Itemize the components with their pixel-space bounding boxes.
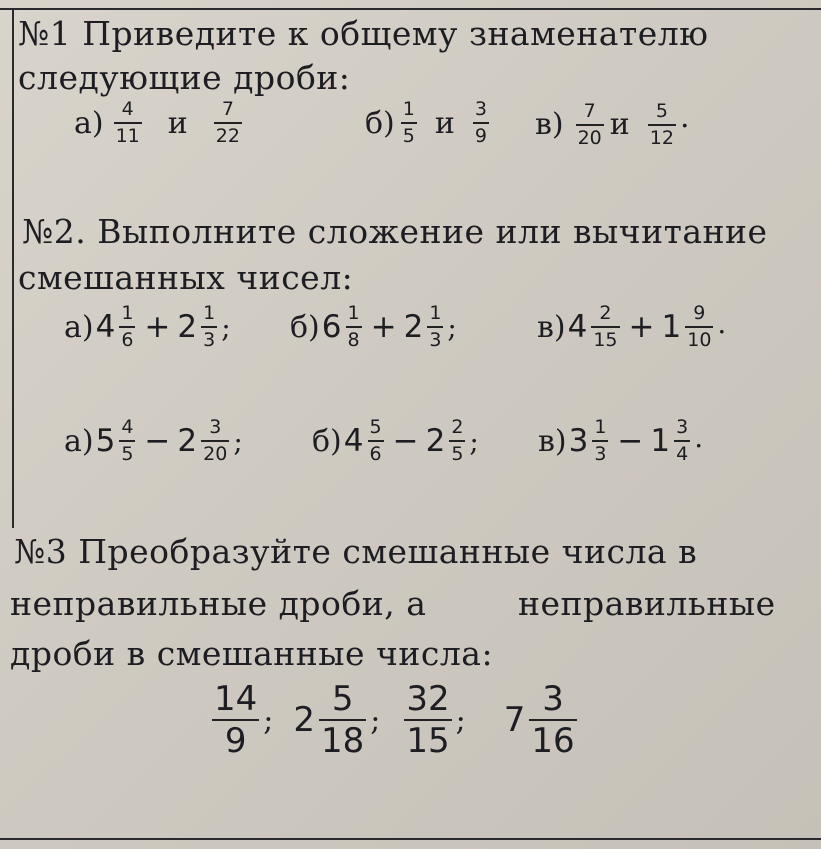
numerator: 3 (542, 679, 564, 719)
denominator: 16 (531, 721, 575, 761)
whole-part: 2 (425, 423, 446, 459)
task1-title-line2: следующие дроби: (18, 58, 351, 97)
item-label: б) (365, 105, 395, 141)
fraction (319, 679, 366, 761)
item-label: а) (64, 423, 94, 459)
end-punct: . (694, 421, 704, 454)
operator: − (144, 423, 171, 459)
numerator: 5 (655, 99, 668, 122)
fraction (449, 418, 465, 464)
task2-sub-c (538, 418, 711, 464)
task1-item-c (535, 100, 690, 149)
denominator: 10 (687, 329, 712, 351)
end-punct: . (717, 307, 727, 340)
numerator: 4 (121, 416, 134, 438)
task1-item-b (365, 100, 493, 146)
operator: + (628, 309, 655, 345)
numerator: 5 (331, 679, 354, 719)
item-label: б) (312, 423, 342, 459)
conjunction: и (167, 105, 188, 141)
task1-item-a (74, 100, 246, 146)
task2-title-line2: смешанных чисел: (18, 258, 354, 297)
task3-title-line1: №3 Преобразуйте смешанные числа в (14, 532, 698, 571)
conjunction: и (434, 105, 455, 141)
numerator: 1 (594, 416, 607, 438)
fraction (201, 418, 229, 464)
denominator: 4 (676, 443, 689, 465)
denominator: 3 (429, 329, 442, 351)
numerator: 4 (121, 98, 134, 120)
item-label: в) (538, 423, 567, 459)
fraction (576, 99, 604, 149)
fraction (119, 304, 135, 350)
whole-part: 1 (661, 309, 682, 345)
whole-part: 2 (403, 309, 424, 345)
fraction (201, 304, 217, 350)
operator: − (617, 423, 644, 459)
end-punct: . (679, 100, 690, 135)
denominator: 18 (321, 721, 365, 761)
denominator: 3 (203, 329, 216, 351)
whole-part: 2 (293, 700, 316, 740)
numerator: 1 (347, 302, 360, 324)
operator: + (370, 309, 397, 345)
frame-left-border (12, 8, 14, 528)
whole-part: 6 (321, 309, 342, 345)
separator: ; (233, 424, 243, 458)
numerator: 3 (474, 98, 487, 120)
task1-title-line1: №1 Приведите к общему знаменателю (18, 14, 709, 53)
whole-part: 2 (177, 309, 198, 345)
denominator: 12 (649, 126, 674, 149)
fraction (119, 418, 135, 464)
denominator: 6 (121, 329, 134, 351)
denominator: 3 (594, 443, 607, 465)
numerator: 1 (402, 98, 415, 120)
operator: + (144, 309, 171, 345)
whole-part: 4 (95, 309, 116, 345)
whole-part: 5 (95, 423, 116, 459)
numerator: 1 (203, 302, 216, 324)
fraction (368, 418, 384, 464)
task3-title-line2b: неправильные (518, 584, 776, 623)
fraction (591, 304, 619, 350)
denominator: 20 (203, 443, 228, 465)
operator: − (392, 423, 419, 459)
denominator: 15 (406, 721, 450, 761)
task3-items (208, 679, 581, 761)
whole-part: 3 (568, 423, 589, 459)
denominator: 6 (369, 443, 382, 465)
item-label: в) (535, 107, 564, 142)
task3-title-line2a: неправильные дроби, а (10, 584, 427, 623)
denominator: 22 (215, 125, 240, 147)
denominator: 9 (224, 721, 247, 761)
denominator: 8 (347, 329, 360, 351)
numerator: 14 (214, 679, 258, 719)
separator: ; (221, 310, 231, 344)
fraction (529, 679, 576, 761)
whole-part: 7 (503, 700, 526, 740)
denominator: 20 (577, 126, 602, 149)
separator: ; (455, 702, 466, 738)
denominator: 5 (451, 443, 464, 465)
fraction (212, 679, 259, 761)
numerator: 2 (451, 416, 464, 438)
whole-part: 4 (567, 309, 588, 345)
separator: ; (469, 424, 479, 458)
fraction (401, 100, 417, 146)
numerator: 3 (209, 416, 222, 438)
whole-part: 2 (177, 423, 198, 459)
separator: ; (370, 702, 381, 738)
fraction (473, 100, 489, 146)
numerator: 9 (693, 302, 706, 324)
item-label: а) (64, 309, 94, 345)
item-label: а) (74, 105, 104, 141)
fraction (674, 418, 690, 464)
task3-title-line3: дроби в смешанные числа: (10, 634, 494, 673)
item-label: б) (290, 309, 320, 345)
frame-bottom-border (0, 838, 821, 840)
fraction (114, 100, 142, 146)
fraction (592, 418, 608, 464)
fraction (214, 100, 242, 146)
numerator: 32 (406, 679, 450, 719)
fraction (427, 304, 443, 350)
numerator: 3 (676, 416, 689, 438)
denominator: 11 (115, 125, 140, 147)
whole-part: 4 (343, 423, 364, 459)
numerator: 1 (121, 302, 134, 324)
separator: ; (263, 702, 274, 738)
item-label: в) (537, 309, 566, 345)
fraction (685, 304, 713, 350)
task2-sub-b (312, 418, 487, 464)
numerator: 5 (369, 416, 382, 438)
fraction (346, 304, 362, 350)
numerator: 7 (583, 99, 596, 122)
numerator: 1 (429, 302, 442, 324)
task2-sub-a (64, 418, 251, 464)
task2-add-c (537, 304, 734, 350)
separator: ; (447, 310, 457, 344)
denominator: 9 (474, 125, 487, 147)
task2-add-a (64, 304, 239, 350)
fraction (648, 99, 676, 149)
numerator: 2 (599, 302, 612, 324)
denominator: 5 (402, 125, 415, 147)
fraction (404, 679, 451, 761)
task2-add-b (290, 304, 465, 350)
task2-title-line1: №2. Выполните сложение или вычитание (22, 212, 768, 251)
frame-top-border (0, 8, 821, 10)
denominator: 5 (121, 443, 134, 465)
numerator: 7 (221, 98, 234, 120)
whole-part: 1 (650, 423, 671, 459)
denominator: 15 (593, 329, 618, 351)
conjunction: и (609, 107, 630, 142)
